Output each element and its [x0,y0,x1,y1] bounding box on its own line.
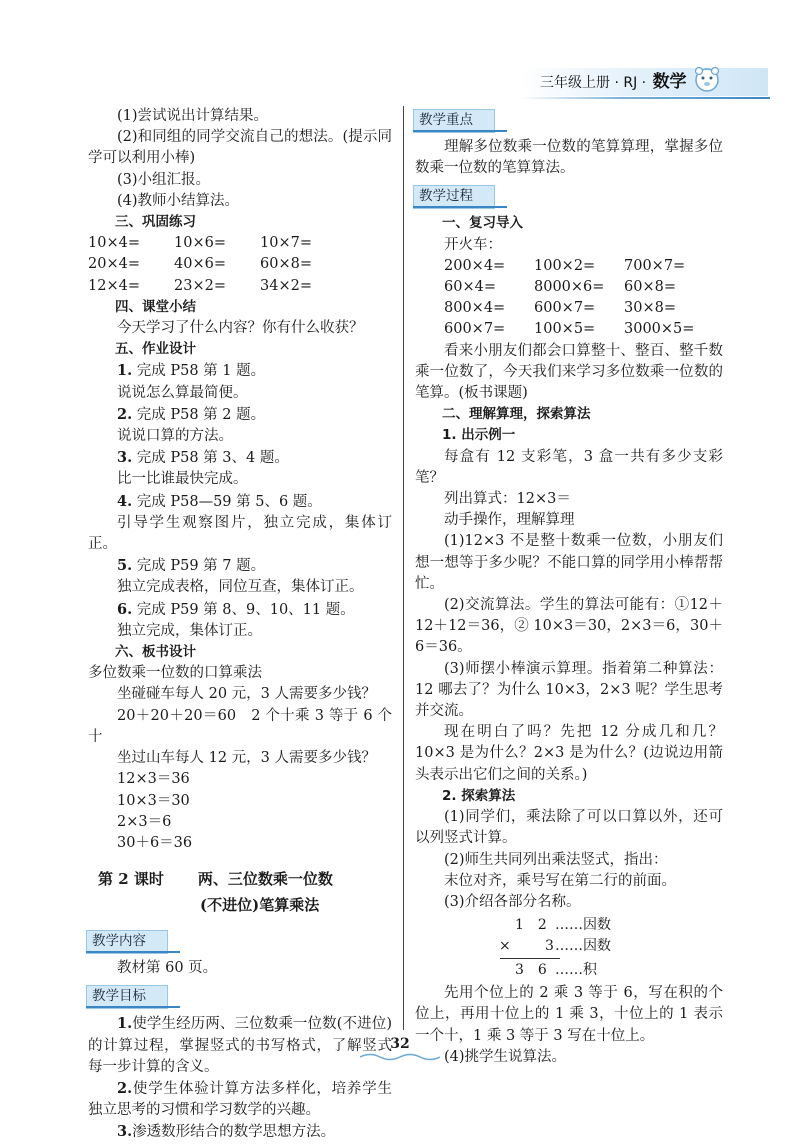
practice-row [88,233,392,254]
step-text: (3)师摆小棒演示算理。指着第二种算法：12 哪去了？为什么 10×3，2×3 呢？学生思考并交流。 [415,660,723,720]
example-heading: 1. 出示例一 [442,427,516,444]
goal-num: 3. [117,1123,133,1141]
intro-line: (2)和同组的同学交流自己的想法。(提示同学可以利用小棒) [88,129,392,167]
train-item: 800×4= [444,300,506,317]
calc-rule [500,958,560,959]
example-text: 每盒有 12 支彩笔，3 盒一共有多少支彩笔？ [415,448,723,486]
goal-text: 使学生体验计算方法多样化，培养学生独立思考的习惯和学习数学的兴趣。 [88,1080,392,1119]
homework-num: 5. [117,557,133,575]
column-divider [403,106,404,1030]
goal-item [88,1121,392,1143]
homework-note: 说说口算的方法。 [117,428,233,445]
train-item: 100×2= [534,257,596,274]
practice-row [88,276,392,297]
times-sign: × [499,938,511,955]
practice-item: 23×2= [174,277,226,294]
homework-task [88,360,392,382]
board-line: 坐过山车每人 12 元，3 人需要多少钱？ [117,750,377,767]
practice-item: 40×6= [174,256,226,273]
train-item: 600×7= [534,300,596,317]
homework-num: 2. [117,405,133,423]
page-ornament-icon [360,1052,440,1062]
practice-item: 12×4= [88,277,140,294]
homework-task [88,491,392,513]
step-text: (2)交流算法。学生的算法可能有：①12＋12＋12＝36，② 10×3＝30，2×3＝6，30＋6＝36。 [415,597,723,656]
section-tag-process [413,185,507,209]
product-label: ……积 [555,962,597,979]
content-text: 教材第 60 页。 [117,960,218,977]
intro-line: (3)小组汇报。 [117,171,211,188]
homework-num: 3. [117,449,133,467]
train-item: 3000×5= [624,321,695,338]
train-row [415,319,723,340]
right-column [415,109,723,1068]
practice-heading: 三、巩固练习 [115,214,196,231]
train-row [415,298,723,319]
review-text: 看来小朋友们都会口算整十、整百、整千数乘一位数了，今天我们来学习多位数乘一位数的笔算。(板书课题) [415,342,723,402]
practice-row [88,254,392,275]
board-line: 10×3＝30 [117,792,190,809]
algo-step: (1)同学们，乘法除了可以口算以外，还可以列竖式计算。 [415,809,723,847]
board-line: 12×3＝36 [117,771,190,788]
train-item: 30×8= [624,300,676,317]
homework-note: 比一比谁最快完成。 [117,471,248,488]
goal-text: 渗透数形结合的数学思想方法。 [132,1124,336,1141]
train-label: 开火车： [444,236,502,253]
lesson-label: 第 2 课时 [98,870,164,889]
board-title: 多位数乘一位数的口算乘法 [88,665,262,682]
train-item: 60×4= [444,279,496,296]
tag-label: 教学重点 [419,112,473,128]
factor-digit: 3 [545,938,554,955]
lesson-title-part1: 两、三位数乘一位数 [197,870,333,889]
homework-note: 独立完成表格，同位互查，集体订正。 [117,579,364,596]
section-tag-goals [86,985,180,1009]
algo-step: 末位对齐，乘号写在第二行的前面。 [444,872,676,889]
practice-item: 60×8= [260,256,312,273]
summary-heading: 四、课堂小结 [115,298,196,315]
intro-line: (4)教师小结算法。 [117,192,240,209]
homework-task-text: 完成 P58 第 1 题。 [136,363,266,380]
board-line: 20＋20＋20＝60 2 个十乘 3 等于 6 个十 [88,707,392,745]
train-row [415,277,723,298]
lesson-title-part2: (不进位)笔算乘法 [200,896,320,915]
homework-task-text: 完成 P59 第 8、9、10、11 题。 [136,601,355,618]
lesson-title [88,866,392,918]
page-number: 32 [390,1036,410,1052]
train-item: 700×7= [624,257,686,274]
formula-text: 列出算式：12×3＝ [444,491,571,508]
homework-task [88,599,392,621]
tag-label: 教学内容 [92,933,146,950]
lesson-title-line1 [88,866,392,892]
header-rule [520,97,770,99]
subject-label: 数学 [652,72,687,92]
goal-text: 使学生经历两、三位数乘一位数(不进位)的计算过程，掌握竖式的书写格式，了解竖式每一步计算的含义。 [88,1016,392,1075]
section-tag-content [86,930,180,954]
practice-item: 20×4= [88,256,140,273]
homework-task-text: 完成 P58—59 第 5、6 题。 [136,493,322,510]
vertical-multiplication [415,915,723,981]
homework-task [88,404,392,426]
product-digits: 3 6 [515,962,547,979]
train-item: 600×7= [444,321,506,338]
header-title [540,70,687,94]
homework-num: 1. [117,362,133,380]
algo-heading: 2. 探索算法 [442,787,516,804]
homework-task-text: 完成 P58 第 2 题。 [136,406,266,423]
practice-item: 10×4= [88,235,140,252]
algo-step: (2)师生共同列出乘法竖式，指出： [444,851,668,868]
review-heading: 一、复习导入 [442,215,523,232]
train-item: 200×4= [444,257,506,274]
factor-label: ……因数 [555,917,611,934]
tag-label: 教学目标 [92,988,146,1005]
factor-label: ……因数 [555,938,611,955]
board-line: 坐碰碰车每人 20 元，3 人需要多少钱？ [117,686,377,703]
focus-text: 理解多位数乘一位数的笔算算理，掌握多位数乘一位数的笔算算法。 [415,139,723,177]
step-text: (1)12×3 不是整十数乘一位数，小朋友们想一想等于多少呢？不能口算的同学用小棒帮帮忙。 [415,533,723,592]
homework-task [88,555,392,577]
tag-label: 教学过程 [419,188,473,205]
train-item: 100×5= [534,321,596,338]
practice-item: 10×7= [260,235,312,252]
board-line: 30＋6＝36 [117,834,193,851]
grade-label: 三年级上册 · RJ · [540,75,647,91]
factor-digits: 1 2 [515,917,547,934]
homework-note: 引导学生观察图片，独立完成，集体订正。 [88,514,392,553]
understand-text: 现在明白了吗？先把 12 分成几和几？10×3 是为什么？2×3 是为什么？(边说边用箭头表示出它们之间的关系。) [415,724,723,783]
algo-step: (4)挑学生说算法。 [444,1048,567,1065]
practice-item: 10×6= [174,235,226,252]
board-line: 2×3＝6 [117,813,172,830]
homework-task-text: 完成 P58 第 3、4 题。 [136,450,289,467]
summary-text: 今天学习了什么内容？你有什么收获？ [117,320,364,337]
practice-item: 34×2= [260,277,312,294]
algo-step: (3)介绍各部分名称。 [444,893,581,910]
section-tag-focus [413,109,507,133]
homework-note: 说说怎么算最简便。 [117,384,248,401]
board-heading: 六、板书设计 [115,644,196,661]
goal-num: 1. [117,1015,133,1033]
homework-task [88,447,392,469]
mascot-icon [692,64,722,94]
homework-note: 独立完成，集体订正。 [117,622,262,639]
left-column [88,106,392,1144]
explore-heading: 二、理解算理，探索算法 [442,406,591,423]
goal-num: 2. [117,1079,133,1097]
homework-num: 6. [117,600,133,618]
goal-item [88,1078,392,1121]
hands-on-text: 动手操作，理解算理 [444,512,575,529]
homework-heading: 五、作业设计 [115,341,196,358]
intro-line: (1)尝试说出计算结果。 [117,108,269,124]
train-item: 8000×6= [534,279,605,296]
train-item: 60×8= [624,279,676,296]
train-row [415,256,723,277]
homework-num: 4. [117,492,133,510]
homework-task-text: 完成 P59 第 7 题。 [136,558,266,575]
explain-text: 先用个位上的 2 乘 3 等于 6，写在积的个位上，再用十位上的 1 乘 3，十位上的 1 表示一个十，1 乘 3 等于 3 写在十位上。 [415,985,723,1044]
goal-item [88,1013,392,1078]
